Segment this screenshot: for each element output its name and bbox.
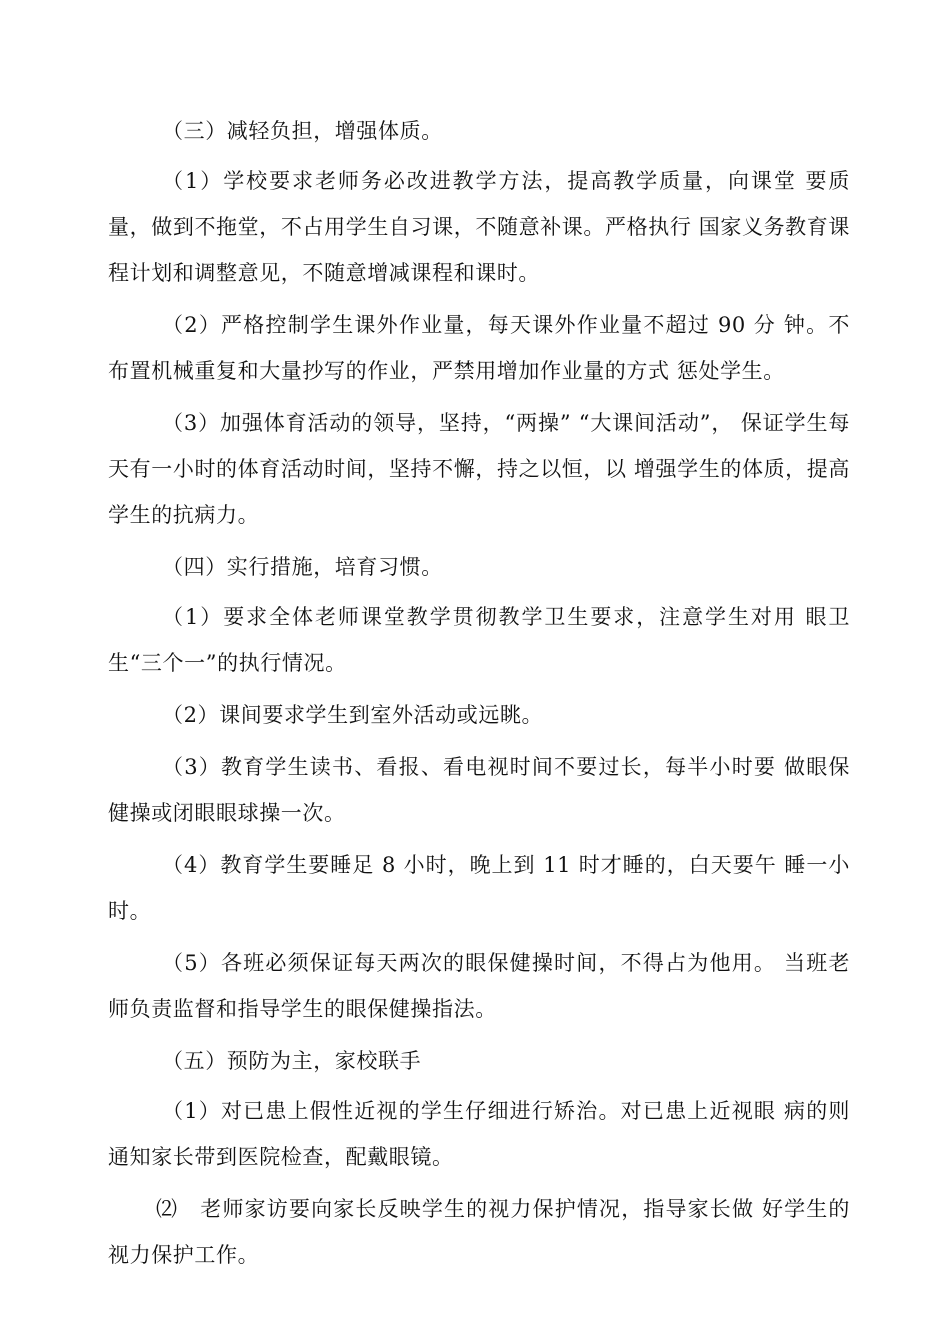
paragraph-3-1: （1）学校要求老师务必改进教学方法，提高教学质量，向课堂 要质量，做到不拖堂，不占用学生自习课，不随意补课。严格执行 国家义务教育课程计划和调整意见，不随意增减课程和课时。 (108, 169, 850, 285)
paragraph-4-3: （3）教育学生读书、看报、看电视时间不要过长，每半小时要 做眼保健操或闭眼眼球操一次。 (108, 755, 850, 825)
paragraph-5-1: （1）对已患上假性近视的学生仔细进行矫治。对已患上近视眼 病的则通知家长带到医院检查，配戴眼镜。 (108, 1099, 850, 1169)
paragraph-4-2: （2）课间要求学生到室外活动或远眺。 (162, 703, 544, 727)
paragraph-5-2: ⑵ 老师家访要向家长反映学生的视力保护情况，指导家长做 好学生的视力保护工作。 (108, 1197, 850, 1267)
paragraph-3-3: （3）加强体育活动的领导，坚持，“两操” “大课间活动”， 保证学生每天有一小时的体育活动时间，坚持不懈，持之以恒，以 增强学生的体质，提高学生的抗病力。 (108, 411, 850, 527)
paragraph-4-4: （4）教育学生要睡足 8 小时，晚上到 11 时才睡的，白天要午 睡一小时。 (108, 853, 850, 923)
paragraph-4-5: （5）各班必须保证每天两次的眼保健操时间，不得占为他用。 当班老师负责监督和指导学生的眼保健操指法。 (108, 951, 850, 1021)
paragraph-3-2: （2）严格控制学生课外作业量，每天课外作业量不超过 90 分 钟。不布置机械重复和大量抄写的作业，严禁用增加作业量的方式 惩处学生。 (108, 313, 850, 383)
document-page (108, 108, 850, 1284)
section-heading-4: （四）实行措施，培育习惯。 (162, 555, 443, 579)
section-heading-5: （五）预防为主，家校联手 (162, 1049, 422, 1073)
section-heading-3: （三）减轻负担，增强体质。 (162, 119, 443, 143)
paragraph-4-1: （1）要求全体老师课堂教学贯彻教学卫生要求，注意学生对用 眼卫生“三个一”的执行情况。 (108, 605, 850, 675)
